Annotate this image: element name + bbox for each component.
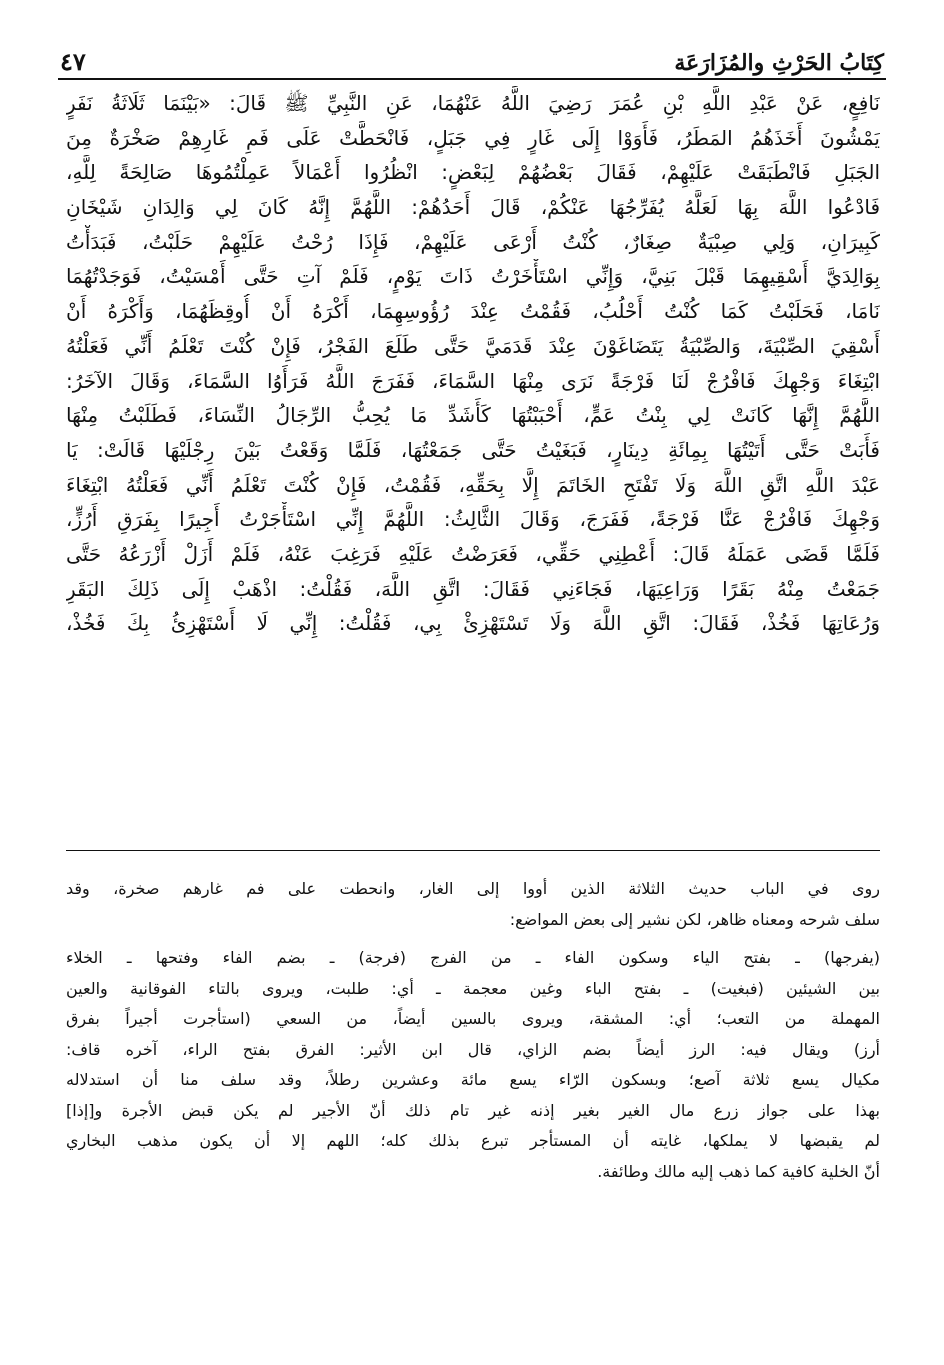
footnote-separator bbox=[66, 850, 880, 851]
main-text-line: ابْتِغَاءَ وَجْهِكَ فَافْرُجْ لَنَا فَرْجَةً نَرَى مِنْهَا السَّمَاءَ، فَفَرَجَ اللَّهُ فَرَأَوُا السَّمَاءَ، وَقَالَ الآخَرُ: bbox=[66, 368, 880, 393]
footnote-line: أنّ الخلية كافية كما ذهب إليه مالك وطائفة. bbox=[597, 1161, 880, 1181]
footnote-line: بين الشيئين (فبغيت) ـ بفتح الباء وغين معجمة ـ أي: طلبت، ويروى بالتاء الفوقانية والعين bbox=[66, 978, 880, 998]
page-header bbox=[60, 34, 884, 74]
main-text-line: بِوَالِدَيَّ أَسْقِيهِمَا قَبْلَ بَنِيَّ، وَإِنِّي اسْتَأْخَرْتُ ذَاتَ يَوْمٍ، فَلَمْ آتِ حَتَّى أَمْسَيْتُ، فَوَجَدْتُهُمَا bbox=[66, 264, 880, 289]
main-text-line: فَادْعُوا اللَّهَ بِهَا لَعَلَّهُ يُفَرِّجُهَا عَنْكُمْ، قَالَ أَحَدُهُمْ: اللَّهُمَّ إِنَّهُ كَانَ لِي وَالِدَانِ شَيْخَانِ bbox=[66, 195, 880, 220]
footnotes bbox=[66, 874, 880, 1187]
footnote-line: بهذا على جواز زرع مال الغير بغير إذنه غير تام ذلك أنّ الأجير لم يكن قبض الأجرة و[إذا] bbox=[66, 1100, 880, 1120]
main-text-line: نَامَا، فَحَلَبْتُ كَمَا كُنْتُ أَحْلُبُ، فَقُمْتُ عِنْدَ رُؤُوسِهِمَا، أَكْرَهُ أَنْ أُوقِظَهُمَا، وَأَكْرَهُ أَنْ bbox=[66, 299, 880, 324]
main-text-line: جَمَعْتُ مِنْهُ بَقَرًا وَرَاعِيَهَا، فَجَاءَنِي فَقَالَ: اتَّقِ اللَّهَ، فَقُلْتُ: اذْهَبْ إِلَى ذَلِكَ البَقَرِ bbox=[66, 576, 880, 601]
main-text-line: اللَّهُمَّ إِنَّهَا كَانَتْ لِي بِنْتُ عَمٍّ، أَحْبَبْتُهَا كَأَشَدِّ مَا يُحِبُّ الرِّجَالُ النِّسَاءَ، فَطَلَبْتُ مِنْهَا bbox=[66, 403, 880, 428]
main-text-line: عَبْدَ اللَّهِ اتَّقِ اللَّهَ وَلَا تَفْتَحِ الخَاتَمَ إِلَّا بِحَقِّهِ، فَقُمْتُ، فَإِنْ كُنْتَ تَعْلَمُ أَنِّي فَعَلْتُهُ ابْتِغَاءَ bbox=[66, 472, 880, 497]
header-rule bbox=[58, 78, 886, 80]
running-title: كِتَابُ الحَرْثِ والمُزَارَعَة bbox=[674, 50, 884, 76]
footnote-line: روى في الباب حديث الثلاثة الذين أووا إلى الغار، وانحطت على فم غارهم صخرة، وقد bbox=[66, 879, 880, 898]
main-text-line: يَمْشُونَ أَخَذَهُمُ المَطَرُ، فَأَوَوْا إِلَى غَارٍ فِي جَبَلٍ، فَانْحَطَّتْ عَلَى فَمِ غَارِهِمْ صَخْرَةٌ مِنَ bbox=[66, 125, 880, 150]
page-number: ٤٧ bbox=[60, 47, 86, 76]
main-text-line: أَسْقِيَ الصِّبْيَةَ، وَالصِّبْيَةُ يَتَضَاغَوْنَ عِنْدَ قَدَمَيَّ حَتَّى طَلَعَ الفَجْرُ، فَإِنْ كُنْتَ تَعْلَمُ أَنِّي فَعَلْتُهُ bbox=[66, 333, 880, 358]
footnote-line: (يفرجها) ـ بفتح الياء وسكون الفاء ـ من الفرج (فرجة) ـ بضم الفاء وفتحها ـ الخلاء bbox=[66, 948, 880, 967]
main-text-line: كَبِيرَانِ، وَلِي صِبْيَةٌ صِغَارٌ، كُنْتُ أَرْعَى عَلَيْهِمْ، فَإِذَا رُحْتُ عَلَيْهِمْ حَلَبْتُ، فَبَدَأْتُ bbox=[66, 229, 880, 254]
main-text-line: وَجْهِكَ فَافْرُجْ عَنَّا فَرْجَةً، فَفَرَجَ، وَقَالَ الثَّالِثُ: اللَّهُمَّ إِنِّي اسْتَأْجَرْتُ أَجِيرًا بِفَرَقِ أَرُزٍّ، bbox=[66, 507, 880, 532]
footnote-paragraph-gap bbox=[66, 935, 880, 943]
main-text-line: فَلَمَّا قَضَى عَمَلَهُ قَالَ: أَعْطِنِي حَقِّي، فَعَرَضْتُ عَلَيْهِ فَرَغِبَ عَنْهُ، فَلَمْ أَزَلْ أَزْرَعُهُ حَتَّى bbox=[66, 541, 880, 566]
footnote-line: مكيال يسع ثلاثة آصع؛ وبسكون الرّاء يسع مائة وعشرين رطلاً، وقد سلف منا أن استدلاله bbox=[66, 1070, 880, 1089]
main-text-line: فَأَبَتْ حَتَّى أَتَيْتُهَا بِمِائَةِ دِينَارٍ، فَبَغَيْتُ حَتَّى جَمَعْتُهَا، فَلَمَّا وَقَعْتُ بَيْنَ رِجْلَيْهَا قَالَتْ: يَا bbox=[66, 437, 880, 462]
main-text-line: الجَبَلِ فَانْطَبَقَتْ عَلَيْهِمْ، فَقَالَ بَعْضُهُمْ لِبَعْضٍ: انْظُرُوا أَعْمَالاً عَمِلْتُمُوهَا صَالِحَةً لِلَّهِ، bbox=[66, 160, 880, 185]
footnote-line: لم يقبضها لا يملكها، غايته أن المستأجر تبرع بذلك كله؛ اللهم إلا أن يكون مذهب البخاري bbox=[66, 1131, 880, 1150]
footnote-line: سلف شرحه ومعناه ظاهر، لكن نشير إلى بعض المواضع: bbox=[509, 909, 880, 929]
main-text-line: نَافِعٍ، عَنْ عَبْدِ اللَّهِ بْنِ عُمَرَ رَضِيَ اللَّهُ عَنْهُمَا، عَنِ النَّبِيِّ ﷺ قَالَ: «بَيْنَمَا ثَلَاثَةُ نَفَرٍ bbox=[66, 91, 880, 115]
main-text-line: وَرُعَاتِهَا فَخُذْ، فَقَالَ: اتَّقِ اللَّهَ وَلَا تَسْتَهْزِئْ بِي، فَقُلْتُ: إِنِّي لَا أَسْتَهْزِئُ بِكَ فَخُذْ، bbox=[66, 611, 880, 636]
main-text bbox=[66, 86, 880, 641]
footnote-line: المهملة من التعب؛ أي: المشقة، ويروى بالسين أيضاً، من السعي (استأجرت أجيراً بفرق bbox=[66, 1009, 880, 1028]
footnote-line: أرز) ويقال فيه: الرز أيضاً بضم الزاي، قال ابن الأثير: الفرق بفتح الراء، آخره قاف: bbox=[66, 1039, 880, 1059]
